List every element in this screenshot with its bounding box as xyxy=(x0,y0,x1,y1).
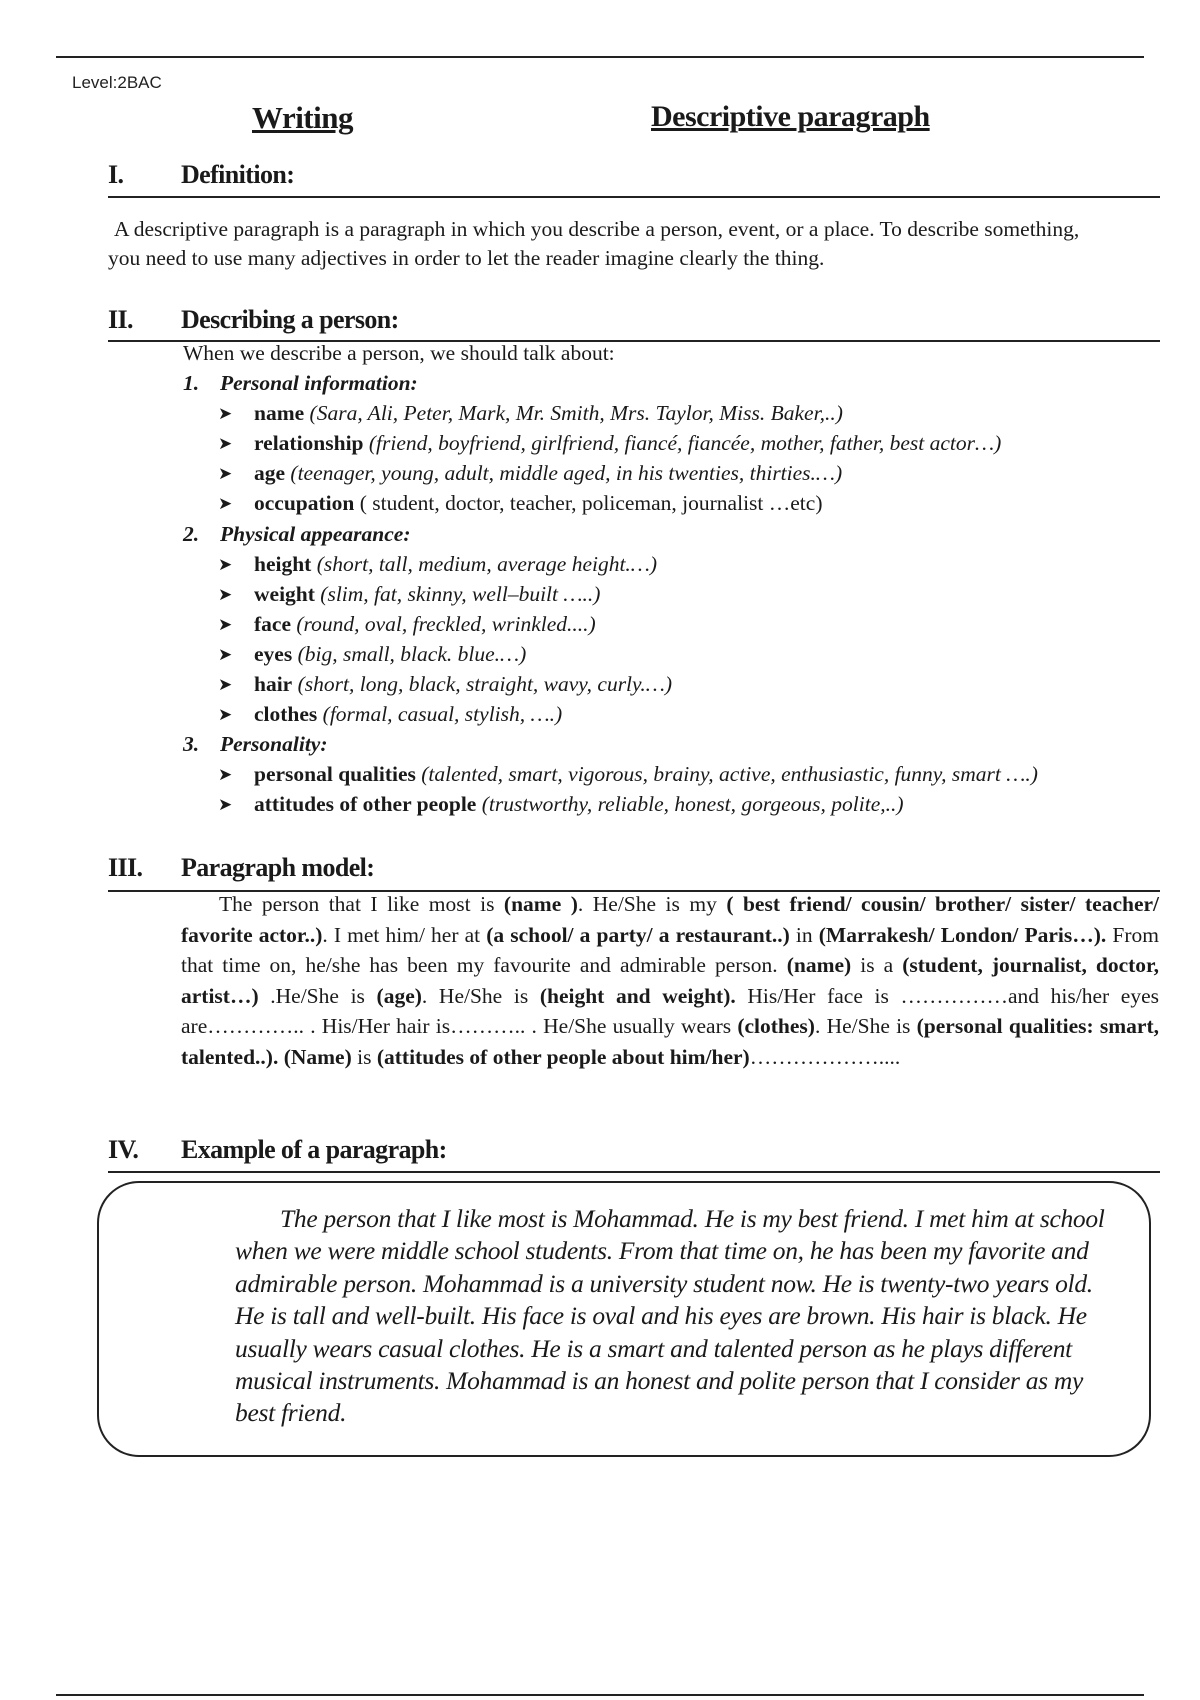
arrow-bullet-icon: ➤ xyxy=(218,615,233,634)
list-item: ➤ eyes (big, small, black. blue.…) xyxy=(218,642,527,666)
arrow-bullet-icon: ➤ xyxy=(218,585,233,604)
list-item: ➤ occupation ( student, doctor, teacher, policeman, journalist …etc) xyxy=(218,491,823,515)
subheading-personal-information: 1. Personal information: xyxy=(183,371,418,395)
subheading-personality: 3. Personality: xyxy=(183,732,328,756)
section-3-title: Paragraph model: xyxy=(181,853,375,882)
section-4-number: IV. xyxy=(108,1135,139,1164)
arrow-bullet-icon: ➤ xyxy=(218,404,233,423)
section-1-title: Definition: xyxy=(181,160,295,189)
list-item: ➤ clothes (formal, casual, stylish, ….) xyxy=(218,702,563,726)
section-4-rule xyxy=(108,1171,1160,1173)
title-descriptive-paragraph: Descriptive paragraph xyxy=(651,100,930,133)
section-1-rule xyxy=(108,196,1160,198)
list-item: ➤ personal qualities (talented, smart, vigorous, brainy, active, enthusiastic, funny, smart ….) xyxy=(218,762,1038,786)
arrow-bullet-icon: ➤ xyxy=(218,765,233,784)
section-2-number: II. xyxy=(108,305,133,334)
arrow-bullet-icon: ➤ xyxy=(218,645,233,664)
list-item: ➤ name (Sara, Ali, Peter, Mark, Mr. Smith, Mrs. Taylor, Miss. Baker,..) xyxy=(218,401,843,425)
list-item: ➤ age (teenager, young, adult, middle aged, in his twenties, thirties.…) xyxy=(218,461,843,485)
top-rule xyxy=(56,56,1144,58)
list-item: ➤ height (short, tall, medium, average height.…) xyxy=(218,552,658,576)
arrow-bullet-icon: ➤ xyxy=(218,434,233,453)
section-2-intro: When we describe a person, we should talk about: xyxy=(183,341,615,365)
bottom-rule xyxy=(56,1694,1144,1696)
arrow-bullet-icon: ➤ xyxy=(218,494,233,513)
arrow-bullet-icon: ➤ xyxy=(218,555,233,574)
subheading-physical-appearance: 2. Physical appearance: xyxy=(183,522,411,546)
arrow-bullet-icon: ➤ xyxy=(218,705,233,724)
arrow-bullet-icon: ➤ xyxy=(218,795,233,814)
list-item: ➤ weight (slim, fat, skinny, well–built …..) xyxy=(218,582,601,606)
section-4-title: Example of a paragraph: xyxy=(181,1135,447,1164)
list-item: ➤ attitudes of other people (trustworthy, reliable, honest, gorgeous, polite,..) xyxy=(218,792,904,816)
list-item: ➤ relationship (friend, boyfriend, girlfriend, fiancé, fiancée, mother, father, best actor…) xyxy=(218,431,1002,455)
arrow-bullet-icon: ➤ xyxy=(218,675,233,694)
paragraph-model-text: The person that I like most is (name ). He/She is my ( best friend/ cousin/ brother/ sister/ teacher/ favorite actor..). I met him/ her at (a school/ a party/ a restaurant..) in (Marrakesh/ London/ Paris…). From that time on, he/she has been my favourite and admirable person. (name) is a (student, journalist, doctor, artist…) .He/She is (age). He/She is (height and weight). His/Her face is ……………and his/her eyes are………….. . His/Her hair is……….. . He/She usually wears (clothes). He/She is (personal qualities: smart, talented..). (Name) is (attitudes of other people about him/her)……………….... xyxy=(181,892,1160,1069)
definition-text: A descriptive paragraph is a paragraph in which you describe a person, event, or a place. To describe something, you need to use many adjectives in order to let the reader imagine clearly the thing. xyxy=(108,217,1080,270)
section-2-title: Describing a person: xyxy=(181,305,399,334)
title-writing: Writing xyxy=(252,100,353,135)
level-label: Level:2BAC xyxy=(72,73,162,92)
arrow-bullet-icon: ➤ xyxy=(218,464,233,483)
list-item: ➤ face (round, oval, freckled, wrinkled....) xyxy=(218,612,596,636)
section-3-number: III. xyxy=(108,853,143,882)
example-paragraph-text: The person that I like most is Mohammad. He is my best friend. I met him at school when we were middle school students. From that time on, he has been my favorite and admirable person. Mohammad is a university student now. He is twenty-two years old. He is tall and well-built. His face is oval and his eyes are brown. His hair is black. He usually wears casual clothes. He is a smart and talented person as he plays different musical instruments. Mohammad is an honest and polite person that I consider as my best friend. xyxy=(235,1204,1105,1428)
section-1-number: I. xyxy=(108,160,124,189)
list-item: ➤ hair (short, long, black, straight, wavy, curly.…) xyxy=(218,672,673,696)
